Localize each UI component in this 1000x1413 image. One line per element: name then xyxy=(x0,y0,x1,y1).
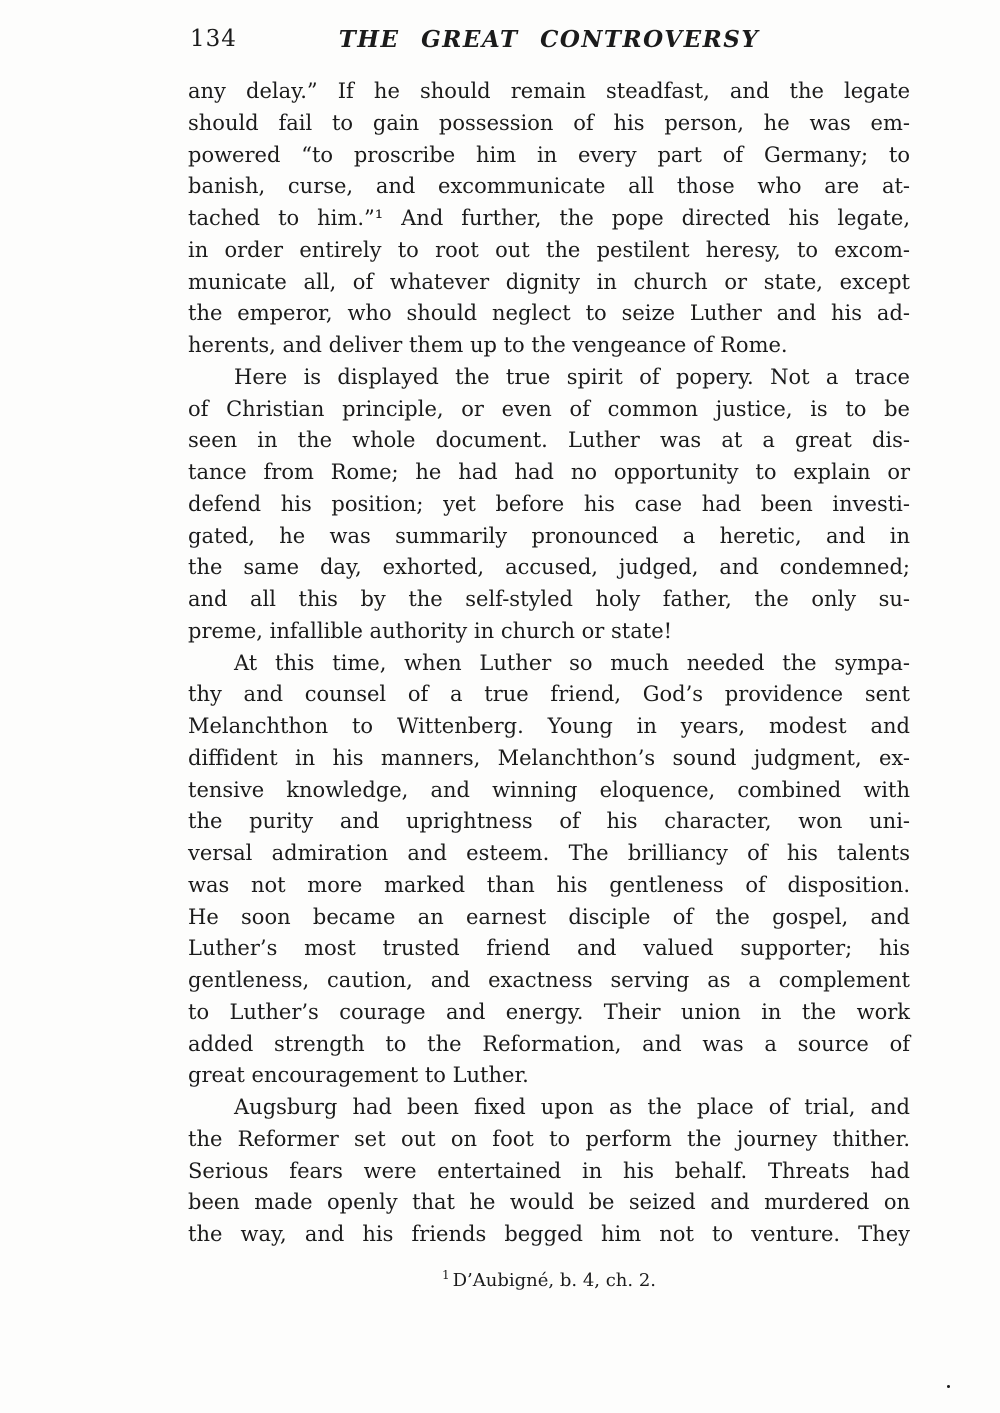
text-line: Augsburg had been fixed upon as the place of trial, and xyxy=(234,1095,910,1119)
footnote-marker: 1 xyxy=(441,1267,450,1282)
scan-artifact-speck xyxy=(947,1385,950,1388)
text-line: tance from Rome; he had had no opportunity to explain or xyxy=(188,460,910,484)
text-line: the purity and uprightness of his character, won uni- xyxy=(188,809,910,834)
text-line: At this time, when Luther so much needed the sympa- xyxy=(234,650,910,675)
text-line: was not more marked than his gentleness of disposition. xyxy=(188,872,910,897)
text-line: been made openly that he would be seized and murdered on xyxy=(188,1190,910,1215)
text-line: herents, and deliver them up to the vengeance of Rome. xyxy=(188,333,788,357)
text-line: the way, and his friends begged him not to venture. They xyxy=(188,1222,910,1246)
text-line: tensive knowledge, and winning eloquence, combined with xyxy=(188,777,910,802)
footnote xyxy=(188,1262,910,1294)
text-line: Luther’s most trusted friend and valued supporter; his xyxy=(188,936,910,961)
text-line: should fail to gain possession of his person, he was em- xyxy=(188,110,910,135)
text-line: Serious fears were entertained in his behalf. Threats had xyxy=(188,1158,910,1183)
text-column xyxy=(188,26,910,1294)
text-line: of Christian principle, or even of common justice, is to be xyxy=(188,396,910,421)
body-text xyxy=(188,76,910,1251)
text-line: preme, infallible authority in church or state! xyxy=(188,618,673,643)
text-line: in order entirely to root out the pestilent heresy, to excom- xyxy=(188,237,910,262)
footnote-text: D’Aubigné, b. 4, ch. 2. xyxy=(452,1269,657,1291)
text-line: Here is displayed the true spirit of popery. Not a trace xyxy=(234,364,910,389)
text-line: banish, curse, and excommunicate all those who are at- xyxy=(188,174,910,199)
text-line: to Luther’s courage and energy. Their union in the work xyxy=(188,999,910,1024)
text-line: Melanchthon to Wittenberg. Young in years, modest and xyxy=(188,714,910,738)
paragraph xyxy=(188,76,910,362)
page-number: 134 xyxy=(190,26,237,52)
text-line: versal admiration and esteem. The brilliancy of his talents xyxy=(188,841,910,865)
text-line: diffident in his manners, Melanchthon’s sound judgment, ex- xyxy=(188,745,910,770)
text-line: great encouragement to Luther. xyxy=(188,1063,529,1088)
text-line: the emperor, who should neglect to seize Luther and his ad- xyxy=(188,301,910,326)
text-line: the same day, exhorted, accused, judged, and condemned; xyxy=(188,555,910,580)
text-line: seen in the whole document. Luther was at a great dis- xyxy=(188,428,910,453)
text-line: powered “to proscribe him in every part of Germany; to xyxy=(188,142,910,167)
page-header xyxy=(188,26,910,56)
text-line: tached to him.”¹ And further, the pope directed his legate, xyxy=(188,206,910,230)
text-line: and all this by the self-styled holy father, the only su- xyxy=(188,587,910,611)
running-title: THE GREAT CONTROVERSY xyxy=(338,26,760,53)
text-line: any delay.” If he should remain steadfast, and the legate xyxy=(188,79,910,103)
text-line: added strength to the Reformation, and was a source of xyxy=(188,1031,910,1056)
text-line: He soon became an earnest disciple of the gospel, and xyxy=(188,904,910,929)
paragraph xyxy=(188,1092,910,1251)
text-line: thy and counsel of a true friend, God’s providence sent xyxy=(188,682,910,707)
text-line: gated, he was summarily pronounced a heretic, and in xyxy=(188,523,910,548)
text-line: gentleness, caution, and exactness serving as a complement xyxy=(188,968,910,992)
paragraph xyxy=(188,648,910,1093)
paragraph xyxy=(188,362,910,648)
text-line: municate all, of whatever dignity in church or state, except xyxy=(188,269,910,294)
text-line: the Reformer set out on foot to perform the journey thither. xyxy=(188,1126,910,1151)
text-line: defend his position; yet before his case had been investi- xyxy=(188,491,910,516)
